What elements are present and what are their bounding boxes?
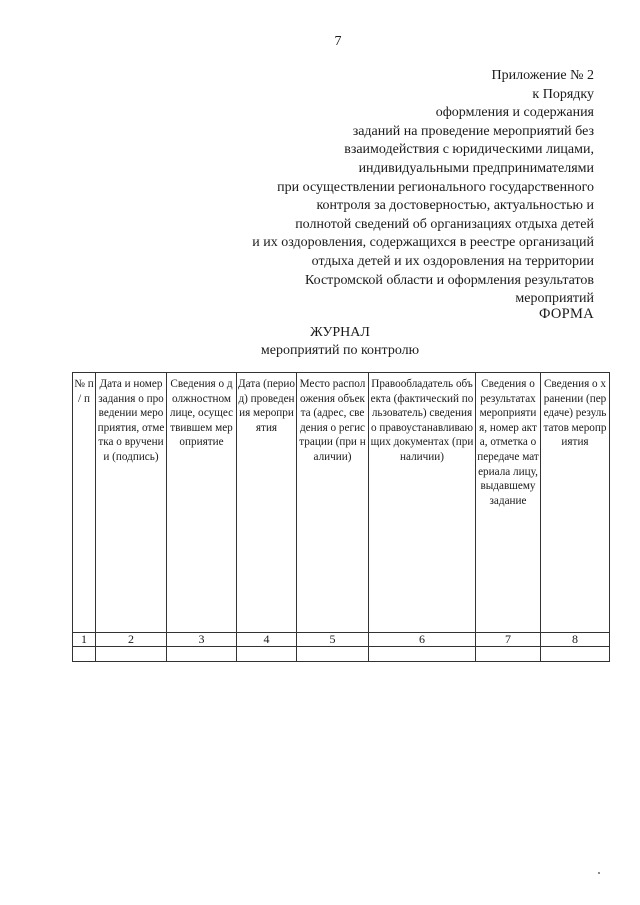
appendix-line: индивидуальными предпринимателями	[358, 160, 594, 176]
column-number-cell: 2	[96, 633, 167, 647]
header-cell-results: Сведения о результатах мероприятия, номер акта, отметка о передаче материала лицу, выдавшему задание	[476, 373, 541, 633]
empty-cell	[369, 647, 476, 662]
header-cell-location: Место расположения объекта (адрес, сведения о регистрации (при наличии)	[297, 373, 369, 633]
appendix-line: взаимодействия с юридическими лицами,	[344, 142, 594, 158]
empty-cell	[96, 647, 167, 662]
appendix-heading	[174, 67, 594, 309]
empty-cell	[237, 647, 297, 662]
appendix-line: контроля за достоверностью, актуальностью и	[316, 198, 594, 214]
header-cell-number: № п / п	[73, 373, 96, 633]
page-number: 7	[334, 34, 342, 49]
appendix-line: мероприятий	[515, 291, 594, 307]
column-number-cell: 3	[167, 633, 237, 647]
empty-cell	[297, 647, 369, 662]
journal-heading	[0, 324, 640, 360]
column-number-cell: 8	[541, 633, 610, 647]
column-number-cell: 6	[369, 633, 476, 647]
journal-subtitle: мероприятий по контролю	[260, 343, 420, 358]
header-cell-task-date: Дата и номер задания о проведении мероприятия, отметка о вручении (подпись)	[96, 373, 167, 633]
form-label: ФОРМА	[538, 306, 594, 322]
empty-cell	[73, 647, 96, 662]
appendix-line: к Порядку	[532, 86, 594, 102]
appendix-line: Приложение № 2	[491, 68, 594, 83]
empty-cell	[541, 647, 610, 662]
appendix-line: при осуществлении регионального государственного	[277, 179, 594, 195]
column-number-cell: 5	[297, 633, 369, 647]
column-number-cell: 1	[73, 633, 96, 647]
column-number-cell: 4	[237, 633, 297, 647]
empty-cell	[167, 647, 237, 662]
appendix-line: заданий на проведение мероприятий без	[352, 123, 594, 139]
appendix-line: оформления и содержания	[435, 105, 594, 121]
header-cell-storage: Сведения о хранении (передаче) результатов мероприятия	[541, 373, 610, 633]
appendix-line: Костромской области и оформления результатов	[304, 272, 594, 288]
header-cell-official: Сведения о должностном лице, осуществившем мероприятие	[167, 373, 237, 633]
scan-speck	[598, 872, 600, 874]
appendix-line: отдыха детей и их оздоровления на территории	[311, 253, 594, 269]
appendix-line: и их оздоровления, содержащихся в реестре организаций	[252, 235, 594, 251]
journal-table	[72, 372, 610, 662]
table-number-row	[73, 633, 610, 647]
column-number-cell: 7	[476, 633, 541, 647]
empty-cell	[476, 647, 541, 662]
header-cell-owner: Правообладатель объекта (фактический пользователь) сведения о правоустанавливающих документах (при наличии)	[369, 373, 476, 633]
journal-title: ЖУРНАЛ	[310, 325, 370, 340]
appendix-line: полнотой сведений об организациях отдыха детей	[295, 216, 594, 232]
header-cell-period: Дата (период) проведения мероприятия	[237, 373, 297, 633]
table-header-row	[73, 373, 610, 633]
table-row	[73, 647, 610, 662]
